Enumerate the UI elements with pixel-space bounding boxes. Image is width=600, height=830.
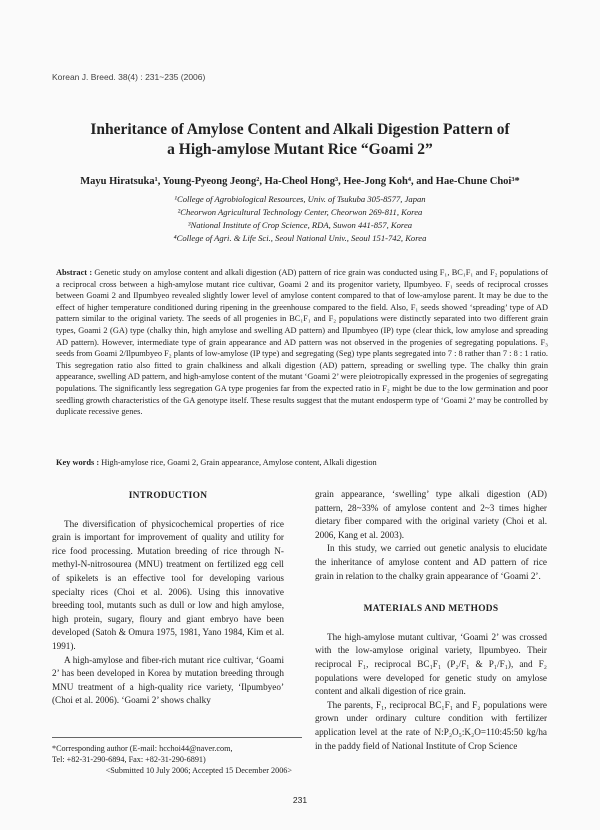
footnote-phone: Tel: +82-31-290-6894, Fax: +82-31-290-6891) — [52, 754, 206, 764]
footnote-submission-dates: <Submitted 10 July 2006; Accepted 15 December 2006> — [105, 765, 292, 775]
abstract — [56, 267, 548, 418]
introduction-heading: INTRODUCTION — [128, 491, 208, 501]
intro-paragraph-3: In this study, we carried out genetic analysis to elucidate the inheritance of amylose content and AD pattern of rice grain in relation to the chalky grain appearance of ‘Goami 2’. — [315, 543, 547, 581]
paper-title — [60, 120, 540, 160]
right-column — [315, 488, 547, 753]
intro-paragraph-2: A high-amylose and fiber-rich mutant rice cultivar, ‘Goami 2’ has been developed in Korea by mutation breeding through MNU treatment of a high-quality rice variety, ‘Ilpumbyeo’ (Choi et al. 2006). ‘Goami 2’ shows chalky — [52, 654, 284, 706]
section-gap — [315, 583, 547, 601]
keywords — [56, 458, 548, 467]
affiliation-4: ⁴College of Agri. & Life Sci., Seoul National Univ., Seoul 151-742, Korea — [173, 233, 427, 243]
methods-heading: MATERIALS AND METHODS — [363, 604, 499, 615]
methods-paragraph-2: The parents, F₁, reciprocal BC₁F₁ and F₂ populations were grown under ordinary culture condition with fertilizer application level at the rate of N:P₂O₅:K₂O=110:45:50 kg/ha in the paddy field of National Institute of Crop Science — [315, 699, 547, 751]
keywords-text: High-amylose rice, Goami 2, Grain appearance, Amylose content, Alkali digestion — [101, 458, 377, 467]
affiliation-3: ³National Institute of Crop Science, RDA, Suwon 441-857, Korea — [187, 220, 413, 230]
keywords-label: Key words : — [56, 458, 100, 467]
page-number: 231 — [292, 795, 308, 805]
abstract-label: Abstract : — [56, 268, 93, 277]
affiliation-1: ¹College of Agrobiological Resources, Univ. of Tsukuba 305-8577, Japan — [174, 194, 426, 204]
left-column — [52, 488, 284, 708]
author-list: Mayu Hiratsuka¹, Young-Pyeong Jeong², Ha-Cheol Hong³, Hee-Jong Koh⁴, and Hae-Chune Choi³* — [80, 176, 520, 187]
title-line-1: Inheritance of Amylose Content and Alkali Digestion Pattern of — [90, 121, 510, 138]
affiliation-2: ²Cheorwon Agricultural Technology Center, Cheorwon 269-811, Korea — [177, 207, 423, 217]
methods-paragraph-1: The high-amylose mutant cultivar, ‘Goami 2’ was crossed with the low-amylose original variety, Ilpumbyeo. Their reciprocal F₁, reciprocal BC₁F₁ (P₂/F₁ & P₁/F₁), and F₂ populations were developed for genetic study on amylose content and alkali digestion of rice grain. — [315, 631, 547, 697]
title-line-2: a High-amylose Mutant Rice “Goami 2” — [167, 141, 433, 158]
corresponding-author-footnote — [52, 737, 302, 776]
abstract-text: Genetic study on amylose content and alkali digestion (AD) pattern of rice grain was conducted using F₁, BC₁F₁ and F₂ populations of a reciprocal cross between a high-amylose mutant rice cultivar, Goami 2 and its progenitor variety, Ilpumbyeo. F₁ seeds of reciprocal crosses between Goami 2 and Ilpumbyeo revealed slightly lower level of amylose content compared to that of low-amylose parent. It may be due to the effect of higher temperature conditioned during ripening in the greenhouse compared to the field. Also, F₁ seeds showed ‘spreading’ type of AD pattern similar to the original variety. The seeds of all progenies in BC₁F₁ and F₂ populations were distinctly separated into two different grain types, Goami 2 (GA) type (chalky thin, high amylose and swelling AD pattern) and Ilpumbyeo (IP) type (clear thick, low amylose and spreading AD pattern). However, intermediate type of grain appearance and AD pattern was not observed in the progenies of segregating populations. F₃ seeds from Goami 2/Ilpumbyeo F₂ plants of low-amylose (IP type) and segregating (Seg) type plants segregated into 7 : 8 rather than 7 : 8 : 1 ratio. This segregation ratio also fitted to grain chalkiness and alkali digestion (AD) pattern, spreading or swelling type. The chalky thin grain appearance, swelling AD pattern, and high-amylose content of the mutant ‘Goami 2’ were pleiotropically expressed in the progenies of segregating populations. The significantly less segregation GA type progenies far from the expected ratio in F₂ might be due to the low germination and poor seedling growth characteristics of the GA genotype itself. These results suggest that the mutant endosperm type of ‘Goami 2’ may be controlled by duplicate recessive genes. — [56, 268, 548, 417]
journal-citation: Korean J. Breed. 38(4) : 231~235 (2006) — [52, 72, 206, 82]
footnote-email: *Corresponding author (E-mail: hcchoi44@naver.com, — [52, 744, 233, 753]
affiliations — [60, 193, 540, 245]
intro-paragraph-continued: grain appearance, ‘swelling’ type alkali digestion (AD) pattern, 28~33% of amylose content and 2~3 times higher dietary fiber compared with the original variety (Choi et al. 2006, Kang et al. 2003). — [315, 489, 547, 540]
intro-paragraph-1: The diversification of physicochemical properties of rice grain is important for improvement of quality and utility for rice food processing. Mutation breeding of rice through N-methyl-N-nitrosourea (MNU) treatment on fertilized egg cell of spikelets is an effective tool for developing various specialty rices (Choi et al. 2006). Using this innovative breeding tool, mutants such as dull or low and high amylose, high protein, sugary, floury and giant embryo have been developed (Satoh & Omura 1975, 1981, Yano 1984, Kim et al. 1991). — [52, 518, 284, 651]
